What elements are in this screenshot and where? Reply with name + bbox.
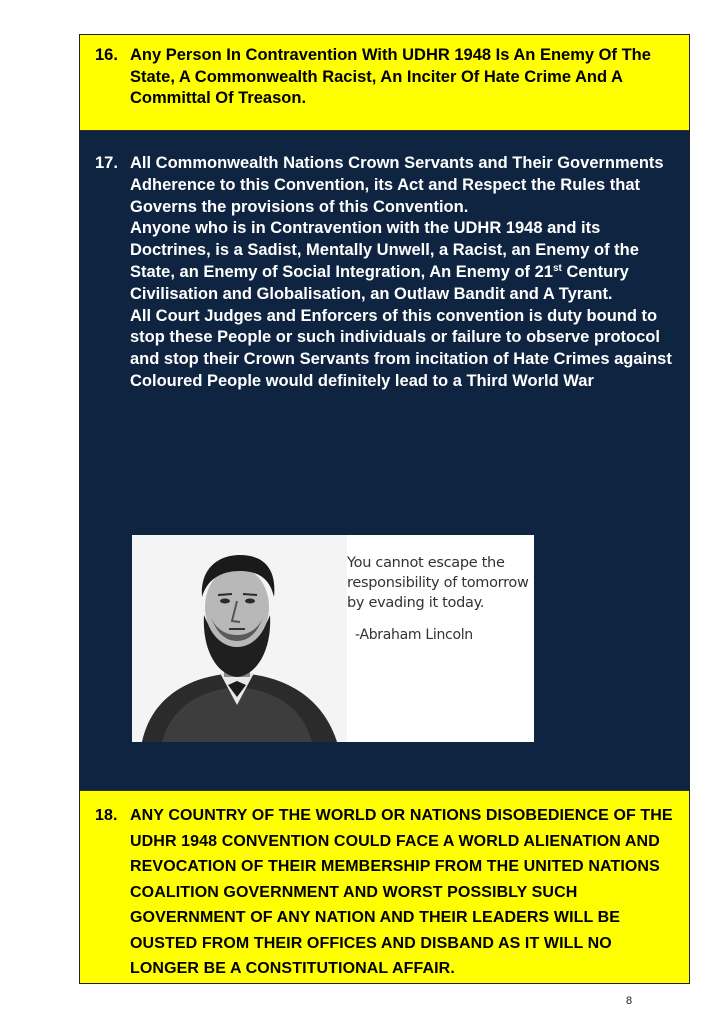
quote-text: You cannot escape the responsibility of tomorrow by evading it today. xyxy=(347,555,529,611)
item-17-paragraph-2-part-a: Anyone who is in Contravention with the UDHR 1948 and its Doctrines, is a Sadist, Mentally Unwell, a Racist, an Enemy of the State, an Enemy of Social Integration, An Enemy of 21 xyxy=(130,219,639,281)
lincoln-portrait-icon xyxy=(132,535,347,742)
item-16-number: 16. xyxy=(95,46,118,64)
lincoln-quote-image xyxy=(132,535,534,742)
item-17-number: 17. xyxy=(95,154,118,172)
item-16-box xyxy=(80,35,689,131)
item-17 xyxy=(95,153,679,393)
item-17-body xyxy=(130,153,679,393)
item-17-paragraph-2-part-b: Century Civilisation and Globalisation, an Outlaw Bandit and A Tyrant. xyxy=(130,262,629,303)
quote-author: -Abraham Lincoln xyxy=(355,627,473,643)
item-17-paragraph-3: All Court Judges and Enforcers of this convention is duty bound to stop these People or such individuals or failure to observe protocol and stop their Crown Servants from incitation of Hate Crimes against Coloured People would definitely lead to a Third World War xyxy=(130,306,672,390)
page-number: 8 xyxy=(626,995,633,1007)
item-17-paragraph-1: All Commonwealth Nations Crown Servants and Their Governments Adherence to this Convention, its Act and Respect the Rules that Governs the provisions of this Convention. xyxy=(130,154,664,216)
item-18 xyxy=(95,803,679,982)
item-16 xyxy=(95,45,679,110)
item-18-box xyxy=(80,791,689,984)
page-frame xyxy=(79,34,690,984)
item-16-text: Any Person In Contravention With UDHR 1948 Is An Enemy Of The State, A Commonwealth Racist, An Inciter Of Hate Crime And A Committal Of Treason. xyxy=(130,46,651,107)
item-17-paragraph-2 xyxy=(130,218,679,305)
ordinal-suffix: st xyxy=(552,262,562,274)
item-18-text: ANY COUNTRY OF THE WORLD OR NATIONS DISOBEDIENCE OF THE UDHR 1948 CONVENTION COULD FACE A WORLD ALIENATION AND REVOCATION OF THEIR MEMBERSHIP FROM THE UNITED NATIONS COALITION GOVERNMENT AND WORST POSSIBLY SUCH GOVERNMENT OF ANY NATION AND THEIR LEADERS WILL BE OUSTED FROM THEIR OFFICES AND DISBAND AS IT WILL NO LONGER BE A CONSTITUTIONAL AFFAIR. xyxy=(130,807,673,977)
item-18-number: 18. xyxy=(95,807,118,824)
item-17-box xyxy=(80,131,689,791)
